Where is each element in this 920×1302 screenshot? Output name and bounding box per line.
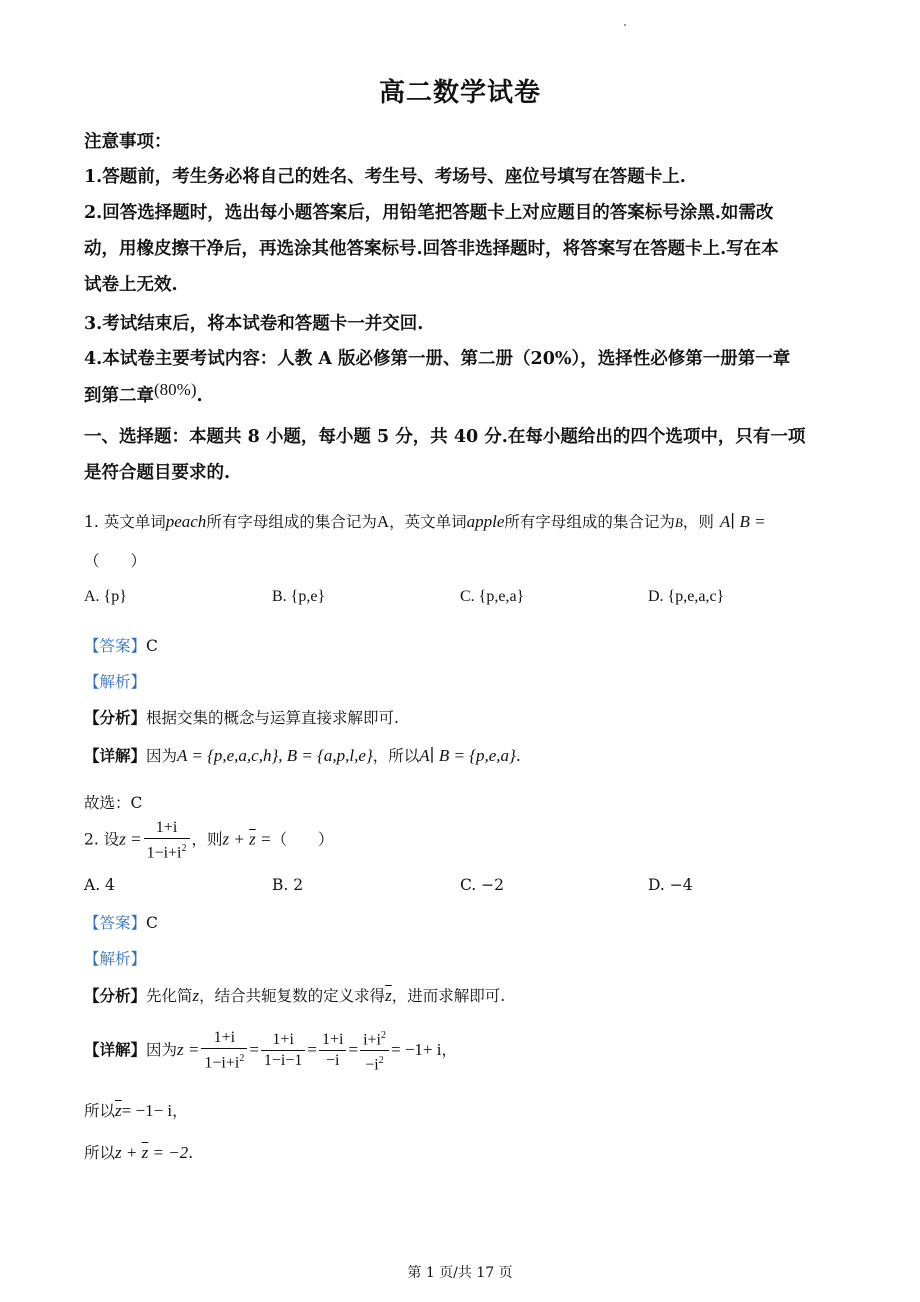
q2-option-d: D. −4 bbox=[648, 876, 693, 894]
q1-choose: 故选：C bbox=[84, 794, 143, 812]
notice-item-1: 1.答题前，考生务必将自己的姓名、考生号、考场号、座位号填写在答题卡上. bbox=[84, 167, 686, 187]
q1-detail-end: . bbox=[515, 747, 521, 765]
notice-item-4b-end: . bbox=[196, 386, 203, 406]
q2-option-a: A. 4 bbox=[84, 876, 115, 894]
q2-so-1-math: = −1− i bbox=[121, 1101, 173, 1120]
q2-detail-result: = −1+ i bbox=[390, 1039, 442, 1059]
q2-stem bbox=[84, 818, 333, 863]
notice-item-2a: 2.回答选择题时，选出每小题答案后，用铅笔把答题卡上对应题目的答案标号涂黑.如需改 bbox=[84, 203, 774, 223]
q2-option-c: C. −2 bbox=[460, 876, 505, 894]
q1-fenxi-text: 根据交集的概念与运算直接求解即可. bbox=[146, 709, 399, 727]
q1-set-b: B bbox=[674, 515, 683, 530]
q1-option-a: A. {p} bbox=[84, 588, 127, 605]
q1-fenxi-tag: 【分析】 bbox=[84, 708, 147, 727]
notice-item-2c: 试卷上无效. bbox=[84, 275, 178, 295]
q2-detail-fraction-4: $\frac{i+i^2}{-i^2}$ bbox=[360, 1026, 389, 1076]
page-title: 高二数学试卷 bbox=[378, 78, 541, 108]
q1-answer bbox=[84, 634, 158, 656]
q2-fenxi-b: ，结合共轭复数的定义求得 bbox=[199, 987, 386, 1005]
q2-expression: $z + \overline{z}$ = bbox=[222, 829, 272, 849]
notice-item-4b-text: 到第二章 bbox=[84, 386, 154, 406]
q2-answer bbox=[84, 911, 158, 933]
notice-heading: 注意事项： bbox=[84, 132, 172, 152]
q1-detail bbox=[84, 744, 521, 766]
q2-fenxi-z: z bbox=[192, 986, 200, 1005]
scan-dot bbox=[624, 24, 626, 26]
notice-item-2b: 动，用橡皮擦干净后，再选涂其他答案标号.回答非选择题时，将答案写在答题卡上.写在本 bbox=[84, 239, 779, 259]
q1-detail-tag: 【详解】 bbox=[84, 746, 147, 765]
q1-option-c: C. {p,e,a} bbox=[460, 588, 525, 605]
q2-analysis-tag: 【解析】 bbox=[84, 950, 147, 968]
section-heading-1: 一、选择题：本题共 8 小题，每小题 5 分，共 40 分.在每小题给出的四个选项中，只有一项 bbox=[84, 427, 806, 447]
section-heading-2: 是符合题目要求的. bbox=[84, 463, 231, 483]
q2-fenxi bbox=[84, 984, 505, 1006]
page-footer: 第 1 页/共 17 页 bbox=[407, 1265, 513, 1281]
q1-detail-math-2: A∣ B = {p,e,a} bbox=[419, 746, 516, 765]
notice-item-4b-percent: (80%) bbox=[154, 380, 197, 399]
q1-answer-value: C bbox=[146, 637, 158, 655]
notice-item-4b bbox=[84, 382, 203, 407]
q2-answer-value: C bbox=[146, 914, 158, 932]
q2-denominator-text: 1−i+i bbox=[146, 844, 182, 862]
q1-set-a: A bbox=[376, 512, 390, 531]
q2-so-2: 所以$z + \overline{z} = -2$. bbox=[84, 1143, 194, 1162]
q1-word-1: peach bbox=[165, 512, 207, 531]
q2-stem-a: 2. 设 bbox=[84, 830, 120, 849]
q2-detail: 【详解】因为z = $\frac{1+i}{1-i+i^2}$ = $\frac{1+i}{1-i-1}$ = $\frac{1+i}{-i}$ = $\frac{i+i^2}{-i^2}$ = −1+ i， bbox=[84, 1026, 457, 1076]
q2-fraction bbox=[144, 818, 190, 863]
q1-option-d: D. {p,e,a,c} bbox=[648, 588, 725, 605]
q2-fenxi-zbar: $\overline{z}$ bbox=[385, 986, 392, 1005]
q1-stem-b: 所有字母组成的集合记为 bbox=[206, 513, 377, 531]
q1-word-2: apple bbox=[466, 512, 505, 531]
q1-analysis-tag: 【解析】 bbox=[84, 673, 147, 691]
q1-stem bbox=[84, 510, 766, 532]
q1-paren: （ ） bbox=[84, 552, 147, 570]
q2-paren: （ ） bbox=[271, 830, 334, 849]
q1-expression: A∣ B = bbox=[719, 512, 766, 531]
notice-item-3: 3.考试结束后，将本试卷和答题卡一并交回. bbox=[84, 314, 424, 334]
q2-fenxi-c: ，进而求解即可. bbox=[391, 987, 506, 1005]
q2-detail-a: 因为 bbox=[146, 1040, 178, 1059]
q2-denominator: $1-i+i^2$ bbox=[146, 843, 187, 862]
q2-numerator: 1+i bbox=[144, 818, 190, 839]
q1-detail-math: A = {p,e,a,c,h}, B = {a,p,l,e} bbox=[177, 746, 373, 765]
q2-z-eq: z = bbox=[119, 829, 142, 849]
q2-detail-fraction-2: $\frac{1+i}{1-i-1}$ bbox=[261, 1030, 306, 1071]
q2-detail-fraction-3: $\frac{1+i}{-i}$ bbox=[319, 1030, 346, 1071]
q2-so-1: 所以$\overline{z}= -1- i$， bbox=[84, 1101, 188, 1120]
q1-stem-c: ，英文单词 bbox=[389, 513, 467, 531]
q1-fenxi bbox=[84, 706, 399, 728]
q2-fenxi-a: 先化简 bbox=[146, 987, 193, 1005]
q2-detail-end: ， bbox=[441, 1040, 457, 1059]
q2-fenxi-tag: 【分析】 bbox=[84, 986, 147, 1005]
q2-answer-tag: 【答案】 bbox=[84, 914, 147, 932]
q1-stem-e: ，则 bbox=[682, 513, 714, 531]
q2-detail-tag: 【详解】 bbox=[84, 1039, 147, 1059]
q1-answer-tag: 【答案】 bbox=[84, 637, 147, 655]
q1-option-b: B. {p,e} bbox=[272, 588, 326, 605]
q2-option-b: B. 2 bbox=[272, 876, 304, 894]
q1-stem-d: 所有字母组成的集合记为 bbox=[504, 513, 675, 531]
q1-detail-a: 因为 bbox=[146, 747, 178, 765]
q2-so-2-math: $z + \overline{z} = -2$ bbox=[115, 1143, 189, 1162]
notice-item-4a: 4.本试卷主要考试内容：人教 A 版必修第一册、第二册（20%），选择性必修第一册第一章 bbox=[84, 349, 791, 369]
q2-detail-fraction-1: $\frac{1+i}{1-i+i^2}$ bbox=[201, 1028, 247, 1073]
q1-stem-a: 1. 英文单词 bbox=[84, 513, 166, 531]
q1-detail-b: ，所以 bbox=[372, 747, 420, 765]
q2-stem-b: ，则 bbox=[191, 830, 223, 849]
